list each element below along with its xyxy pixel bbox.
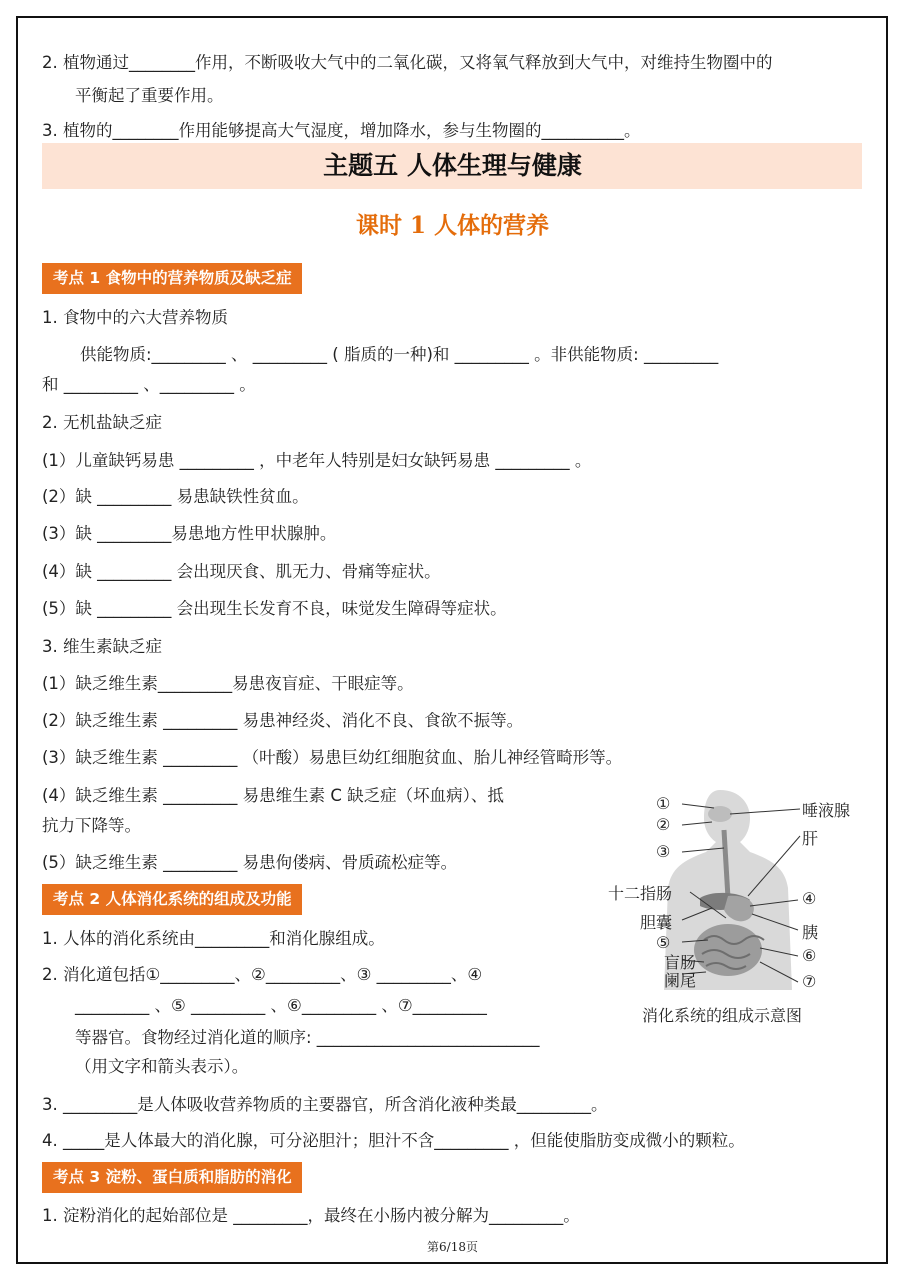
s2-line: 2. 消化道包括①_________、②_________、③ _________、④ — [42, 965, 483, 984]
s1-line: (3）缺乏维生素 _________ （叶酸）易患巨幼红细胞贫血、胎儿神经管畸形等。 — [42, 748, 623, 767]
s1-line: (4）缺乏维生素 _________ 易患维生素 C 缺乏症（坏血病）、抵 — [42, 786, 504, 805]
theme-title: 主题五 人体生理与健康 — [323, 151, 582, 180]
figure-label: ④ — [802, 889, 817, 908]
figure-label: ⑤ — [656, 933, 671, 952]
s1-line: (3）缺 _________易患地方性甲状腺肿。 — [42, 524, 337, 543]
s2-line: （用文字和箭头表示）。 — [75, 1057, 249, 1076]
figure-label: 唾液腺 — [802, 801, 851, 820]
mouth-shape — [708, 806, 732, 822]
section-3-tag: 考点 3 淀粉、蛋白质和脂肪的消化 — [42, 1162, 302, 1193]
figure-label: 胆囊 — [640, 913, 673, 932]
s1-line: (1）儿童缺钙易患 _________ ，中老年人特别是妇女缺钙易患 _________ 。 — [42, 451, 592, 470]
figure-label: ⑥ — [802, 946, 817, 965]
figure-label: ② — [656, 815, 671, 834]
question-3: 3. 植物的________作用能够提高大气湿度，增加降水，参与生物圈的__________。 — [42, 121, 641, 140]
figure-label: ③ — [656, 842, 671, 861]
figure-label: 盲肠 — [664, 953, 697, 972]
s1-line: 1. 食物中的六大营养物质 — [42, 308, 228, 327]
figure-label: ① — [656, 794, 671, 813]
figure-label: 胰 — [802, 923, 819, 942]
s2-line: 1. 人体的消化系统由_________和消化腺组成。 — [42, 929, 385, 948]
section-1-tag: 考点 1 食物中的营养物质及缺乏症 — [42, 263, 302, 294]
s1-line: 抗力下降等。 — [42, 816, 141, 835]
figure-label: 阑尾 — [664, 971, 697, 990]
s1-line: (5）缺 _________ 会出现生长发育不良，味觉发生障碍等症状。 — [42, 599, 507, 618]
s2-line: 等器官。食物经过消化道的顺序: ___________________________ — [75, 1028, 540, 1047]
s1-line: (4）缺 _________ 会出现厌食、肌无力、骨痛等症状。 — [42, 562, 441, 581]
s3-line: 1. 淀粉消化的起始部位是 _________，最终在小肠内被分解为_________。 — [42, 1206, 580, 1225]
page-number: 第6/18页 — [427, 1240, 478, 1254]
figure-label: 肝 — [802, 829, 819, 848]
s2-line: 3. _________是人体吸收营养物质的主要器官，所含消化液种类最_________。 — [42, 1095, 608, 1114]
s1-line: 2. 无机盐缺乏症 — [42, 413, 162, 432]
s2-line: 4. _____是人体最大的消化腺，可分泌胆汁；胆汁不含_________ ，但能使脂肪变成微小的颗粒。 — [42, 1131, 745, 1150]
intestines-shape — [694, 924, 762, 976]
figure-caption: 消化系统的组成示意图 — [642, 1006, 803, 1025]
section-2-tag: 考点 2 人体消化系统的组成及功能 — [42, 884, 302, 915]
s1-line: 供能物质:_________ 、 _________ ( 脂质的一种)和 _________ 。非供能物质: _________ — [80, 345, 719, 364]
figure-label: 十二指肠 — [608, 884, 673, 903]
figure-label: ⑦ — [802, 972, 817, 991]
s1-line: (5）缺乏维生素 _________ 易患佝偻病、骨质疏松症等。 — [42, 853, 458, 872]
s1-line: (1）缺乏维生素_________易患夜盲症、干眼症等。 — [42, 674, 414, 693]
lesson-title: 课时 1 人体的营养 — [355, 212, 550, 239]
s1-line: 和 _________ 、_________ 。 — [42, 375, 256, 394]
s2-line: _________ 、⑤ _________ 、⑥_________ 、⑦_________ — [75, 996, 487, 1015]
s1-line: (2）缺 _________ 易患缺铁性贫血。 — [42, 487, 309, 506]
s1-line: 3. 维生素缺乏症 — [42, 637, 162, 656]
question-2-line-2: 平衡起了重要作用。 — [75, 86, 224, 105]
s1-line: (2）缺乏维生素 _________ 易患神经炎、消化不良、食欲不振等。 — [42, 711, 524, 730]
question-2-line-1: 2. 植物通过________作用，不断吸收大气中的二氧化碳，又将氧气释放到大气中，对维持生物圈中的 — [42, 53, 773, 72]
